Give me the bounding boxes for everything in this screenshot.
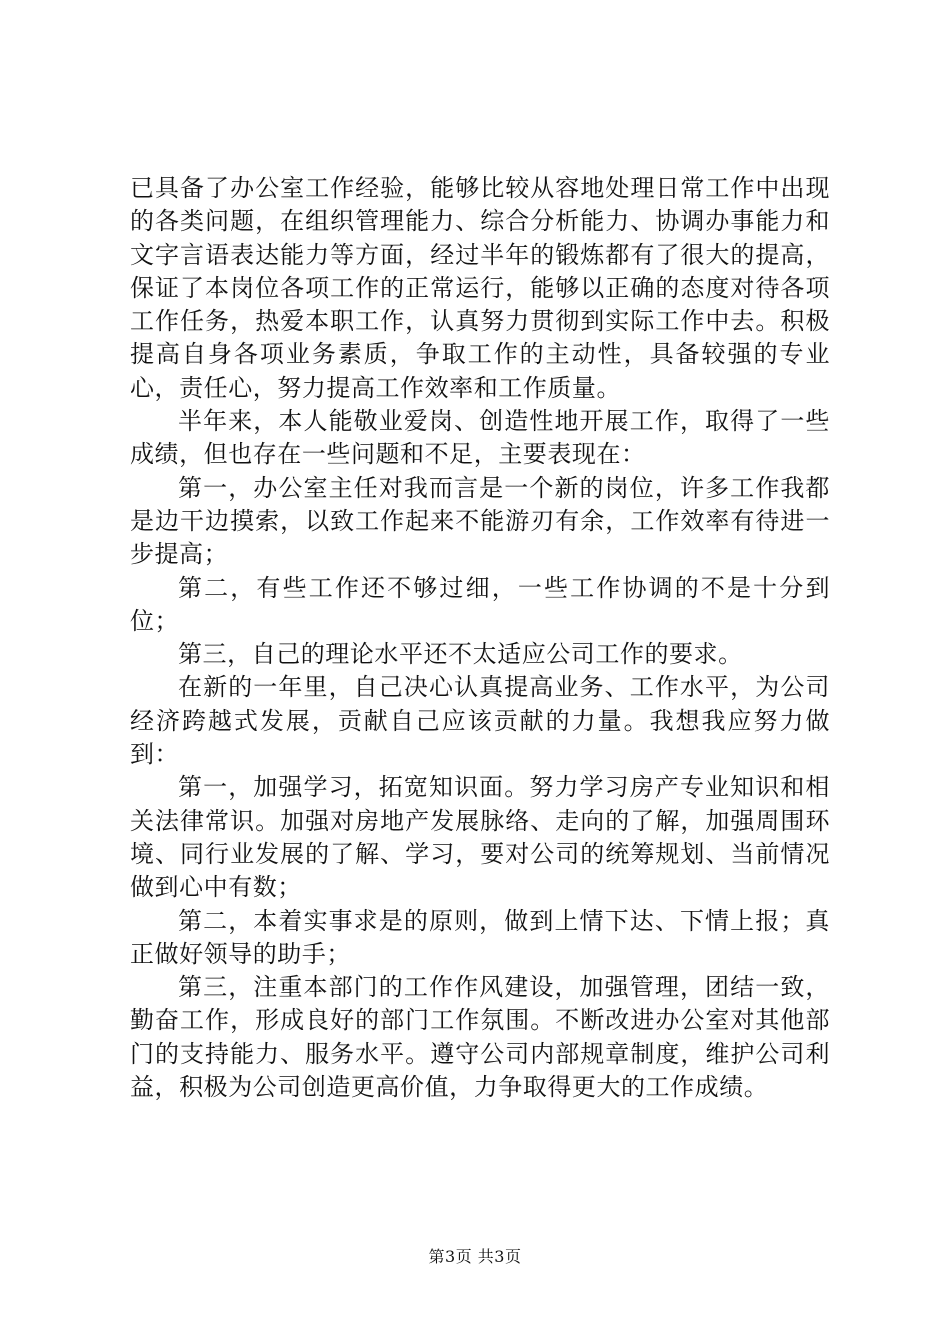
- paragraph-plan-1: 第一，加强学习，拓宽知识面。努力学习房产专业知识和相关法律常识。加强对房地产发展脉络、走向的了解，加强周围环境、同行业发展的了解、学习，要对公司的统筹规划、当前情况做到心中有数；: [130, 773, 830, 902]
- paragraph-plan-3: 第三，注重本部门的工作作风建设，加强管理，团结一致，勤奋工作，形成良好的部门工作氛围。不断改进办公室对其他部门的支持能力、服务水平。遵守公司内部规章制度，维护公司利益，积极为公司创造更高价值，力争取得更大的工作成绩。: [130, 973, 830, 1102]
- paragraph-shortcoming-3: 第三，自己的理论水平还不太适应公司工作的要求。: [178, 640, 743, 669]
- page-number-footer: 第3页 共3页: [428, 1247, 522, 1266]
- paragraph-plan-2: 第二，本着实事求是的原则，做到上情下达、下情上报；真正做好领导的助手；: [130, 906, 830, 968]
- paragraph-continuation: 已具备了办公室工作经验，能够比较从容地处理日常工作中出现的各类问题，在组织管理能力、综合分析能力、协调办事能力和文字言语表达能力等方面，经过半年的锻炼都有了很大的提高，保证了本岗位各项工作的正常运行，能够以正确的态度对待各项工作任务，热爱本职工作，认真努力贯彻到实际工作中去。积极提高自身各项业务素质，争取工作的主动性，具备较强的专业心，责任心，努力提高工作效率和工作质量。: [130, 174, 830, 402]
- paragraph-half-year-summary: 半年来，本人能敬业爱岗、创造性地开展工作，取得了一些成绩，但也存在一些问题和不足，主要表现在：: [130, 407, 830, 469]
- paragraph-shortcoming-1: 第一，办公室主任对我而言是一个新的岗位，许多工作我都是边干边摸索，以致工作起来不能游刃有余，工作效率有待进一步提高；: [130, 473, 830, 569]
- paragraph-shortcoming-2: 第二，有些工作还不够过细，一些工作协调的不是十分到位；: [130, 573, 830, 635]
- document-body: [130, 172, 830, 1104]
- paragraph-new-year-plan: 在新的一年里，自己决心认真提高业务、工作水平，为公司经济跨越式发展，贡献自己应该贡献的力量。我想我应努力做到：: [130, 673, 830, 769]
